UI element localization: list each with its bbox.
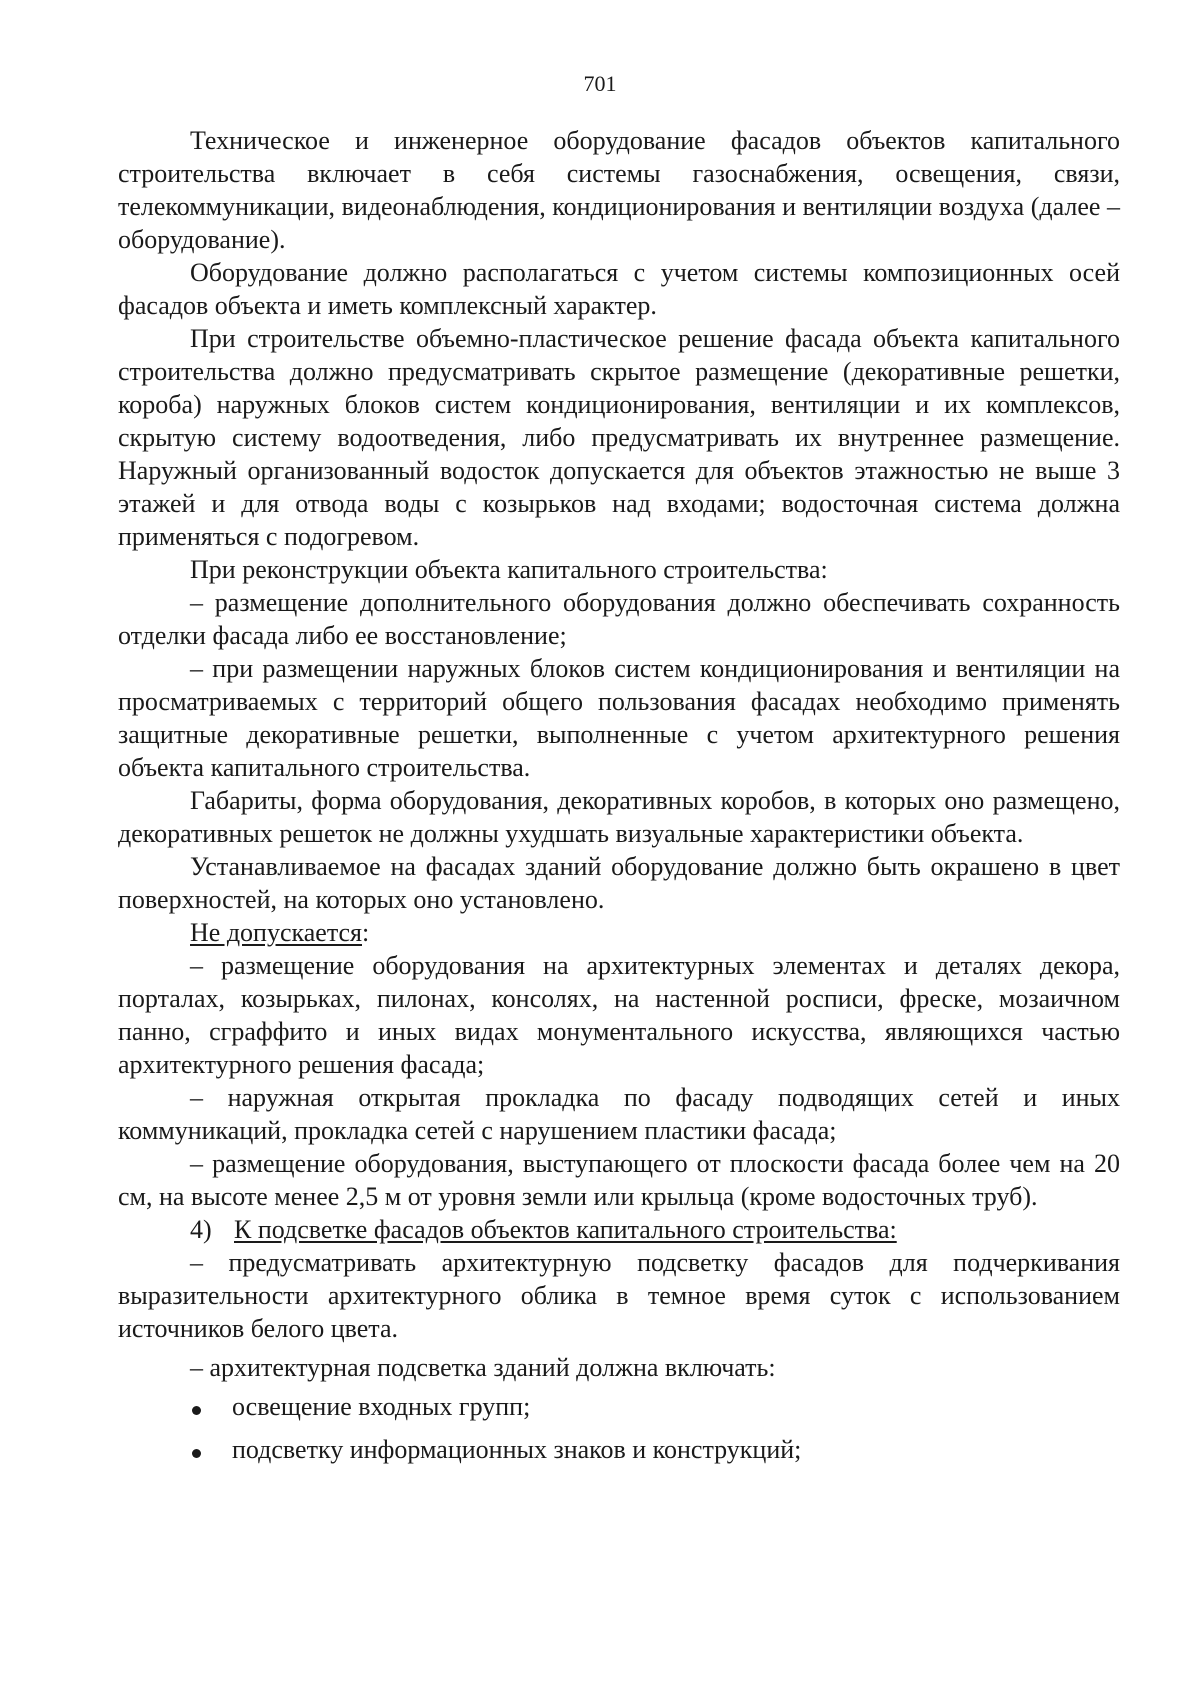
section-number: 4) — [190, 1215, 212, 1244]
not-allowed-heading: Не допускается — [190, 918, 362, 947]
list-item: – размещение оборудования, выступающего от плоскости фасада более чем на 20 см, на высоте менее 2,5 м от уровня земли или крыльца (кроме водосточных труб). — [118, 1149, 1120, 1211]
paragraph-equipment-definition: Техническое и инженерное оборудование фасадов объектов капитального строительства включает в себя системы газоснабжения, освещения, связи, телекоммуникации, видеонаблюдения, кондиционирования и вентиляции воздуха (далее – оборудование). — [118, 126, 1120, 254]
document-body — [118, 124, 1120, 1470]
list-item: – архитектурная подсветка зданий должна включать: — [190, 1353, 776, 1382]
bullet-icon — [188, 1394, 232, 1427]
bullet-list-item — [118, 1390, 1120, 1427]
paragraph-painting: Устанавливаемое на фасадах зданий оборудование должно быть окрашено в цвет поверхностей, на которых оно установлено. — [118, 852, 1120, 914]
not-allowed-heading-line — [118, 916, 1120, 949]
page-number: 701 — [583, 71, 617, 96]
section-4-heading-line — [118, 1213, 1120, 1246]
list-item: – размещение оборудования на архитектурных элементах и деталях декора, порталах, козырьках, пилонах, консолях, на настенной росписи, фреске, мозаичном панно, сграффито и иных видах монументального искусства, являющихся частью архитектурного решения фасада; — [118, 951, 1120, 1079]
bullet-text: освещение входных групп; — [232, 1392, 531, 1421]
paragraph-reconstruction-intro: При реконструкции объекта капитального строительства: — [190, 555, 828, 584]
list-item: – при размещении наружных блоков систем кондиционирования и вентиляции на просматриваемых с территорий общего пользования фасадах необходимо применять защитные декоративные решетки, выполненные с учетом архитектурного решения объекта капитального строительства. — [118, 654, 1120, 782]
list-item: – предусматривать архитектурную подсветку фасадов для подчеркивания выразительности архитектурного облика в темное время суток с использованием источников белого цвета. — [118, 1248, 1120, 1343]
paragraph-composition-axes: Оборудование должно располагаться с учетом системы композиционных осей фасадов объекта и иметь комплексный характер. — [118, 258, 1120, 320]
paragraph-construction: При строительстве объемно-пластическое решение фасада объекта капитального строительства должно предусматривать скрытое размещение (декоративные решетки, короба) наружных блоков систем кондиционирования, вентиляции и их комплексов, скрытую систему водоотведения, либо предусматривать их внутреннее размещение. Наружный организованный водосток допускается для объектов этажностью не выше 3 этажей и для отвода воды с козырьков над входами; водосточная система должна применяться с подогревом. — [118, 324, 1120, 551]
paragraph-dimensions: Габариты, форма оборудования, декоративных коробов, в которых оно размещено, декоративных решеток не должны ухудшать визуальные характеристики объекта. — [118, 786, 1120, 848]
bullet-list-item — [118, 1433, 1120, 1470]
bullet-text: подсветку информационных знаков и конструкций; — [232, 1435, 802, 1464]
bullet-icon — [188, 1437, 232, 1470]
heading-colon: : — [362, 918, 370, 947]
list-item: – наружная открытая прокладка по фасаду подводящих сетей и иных коммуникаций, прокладка сетей с нарушением пластики фасада; — [118, 1083, 1120, 1145]
section-4-heading: К подсветке фасадов объектов капитального строительства: — [234, 1215, 897, 1244]
list-item: – размещение дополнительного оборудования должно обеспечивать сохранность отделки фасада либо ее восстановление; — [118, 588, 1120, 650]
